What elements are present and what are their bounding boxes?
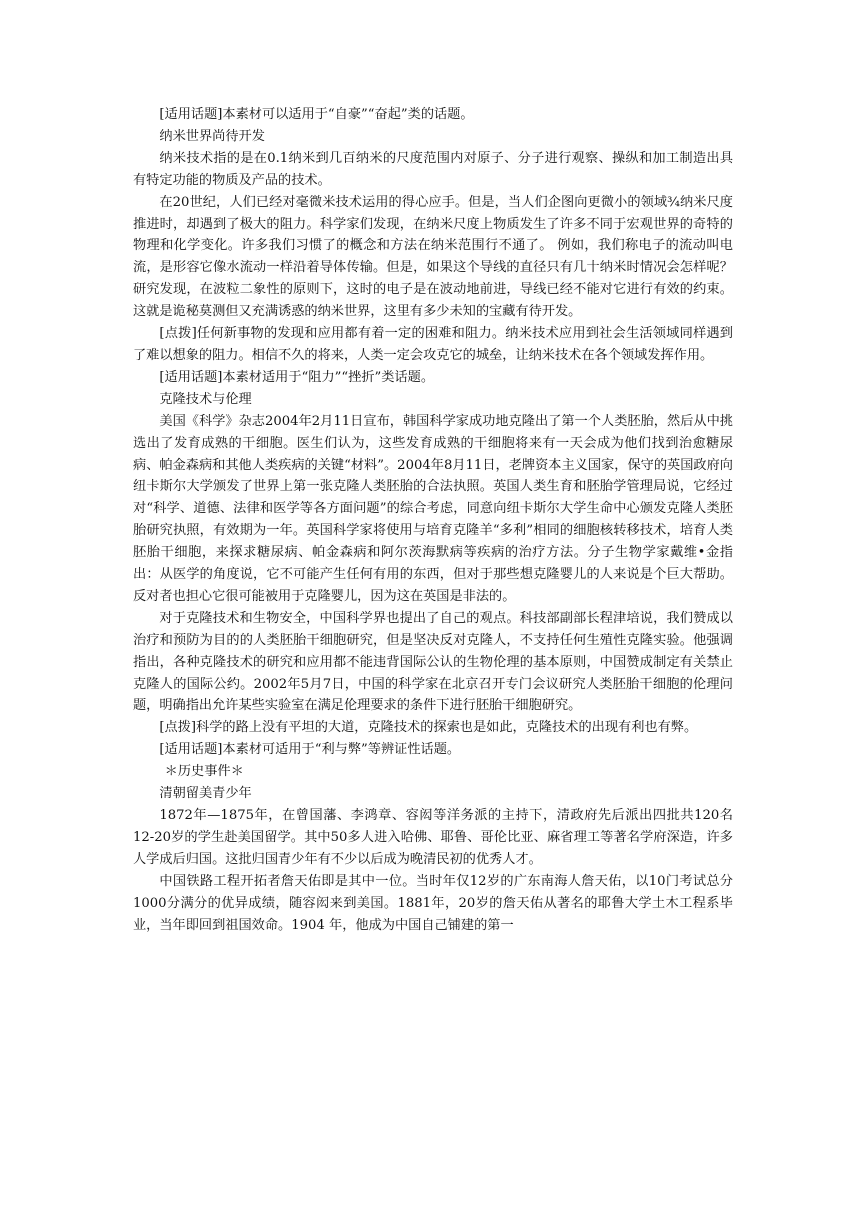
section-title: 克隆技术与伦理 (159, 391, 252, 407)
section-title: 清朝留美青少年 (159, 786, 252, 802)
document-body (133, 104, 733, 936)
paragraph: 在20世纪，人们已经对毫微米技术运用的得心应手。但是，当人们企图向更微小的领域¾纳米尺度推进时，却遇到了极大的阻力。科学家们发现，在纳米尺度上物质发生了许多不同于宏观世界的奇特的物理和化学变化。许多我们习惯了的概念和方法在纳米范围行不通了。 例如，我们称电子的流动叫电流，是形容它像水流动一样沿着导体传输。但是，如果这个导线的直径只有几十纳米时情况会怎样呢？研究发现，在波粒二象性的原则下，这时的电子是在波动地前进，导线已经不能对它进行有效的约束。这就是诡秘莫测但又充满诱惑的纳米世界，这里有多少未知的宝藏有待开发。 (133, 194, 733, 320)
topic-line: [适用话题]本素材适用于“阻力”“挫折”类话题。 (159, 369, 435, 385)
topic-line: [适用话题]本素材可以适用于“自豪”“奋起”类的话题。 (159, 107, 474, 122)
paragraph: 纳米技术指的是在0.1纳米到几百纳米的尺度范围内对原子、分子进行观察、操纵和加工制造出具有特定功能的物质及产品的技术。 (133, 150, 733, 188)
topic-line: [适用话题]本素材可适用于“利与弊”等辨证性话题。 (159, 742, 461, 758)
category-heading: ＊历史事件＊ (164, 764, 244, 780)
section-title: 纳米世界尚待开发 (159, 128, 265, 144)
paragraph: 1872年—1875年，在曾国藩、李鸿章、容闳等洋务派的主持下，清政府先后派出四批共120名12-20岁的学生赴美国留学。其中50多人进入哈佛、耶鲁、哥伦比亚、麻省理工等著名学府深造，许多人学成后归国。这批归国青少年有不少以后成为晚清民初的优秀人才。 (133, 808, 733, 867)
paragraph: [点拨]科学的路上没有平坦的大道，克隆技术的探索也是如此，克隆技术的出现有利也有弊。 (159, 720, 698, 736)
paragraph: 美国《科学》杂志2004年2月11日宣布，韩国科学家成功地克隆出了第一个人类胚胎，然后从中挑选出了发育成熟的干细胞。医生们认为，这些发育成熟的干细胞将来有一天会成为他们找到治愈糖尿病、帕金森病和其他人类疾病的关键“材料”。2004年8月11日，老牌资本主义国家，保守的英国政府向纽卡斯尔大学颁发了世界上第一张克隆人类胚胎的合法执照。英国人类生育和胚胎学管理局说，它经过对“科学、道德、法律和医学等各方面问题”的综合考虑，同意向纽卡斯尔大学生命中心颁发克隆人类胚胎研究执照，有效期为一年。英国科学家将使用与培育克隆羊“多利”相同的细胞核转移技术，培育人类胚胎干细胞，来探求糖尿病、帕金森病和阿尔茨海默病等疾病的治疗方法。分子生物学家戴维•金指出：从医学的角度说，它不可能产生任何有用的东西，但对于那些想克隆婴儿的人来说是个巨大帮助。反对者也担心它很可能被用于克隆婴儿，因为这在英国是非法的。 (133, 413, 733, 604)
paragraph: [点拨]任何新事物的发现和应用都有着一定的困难和阻力。纳米技术应用到社会生活领域同样遇到了难以想象的阻力。相信不久的将来，人类一定会攻克它的城垒，让纳米技术在各个领域发挥作用。 (133, 326, 733, 363)
paragraph: 中国铁路工程开拓者詹天佑即是其中一位。当时年仅12岁的广东南海人詹天佑，以10门考试总分1000分满分的优异成绩，随容闳来到美国。1881年，20岁的詹天佑从著名的耶鲁大学土木工程系毕业，当年即回到祖国效命。1904 年，他成为中国自己铺建的第一 (133, 873, 733, 933)
paragraph: 对于克隆技术和生物安全，中国科学界也提出了自己的观点。科技部副部长程津培说，我们赞成以治疗和预防为目的的人类胚胎干细胞研究，但是坚决反对克隆人，不支持任何生殖性克隆实验。他强调指出，各种克隆技术的研究和应用都不能违背国际公认的生物伦理的基本原则，中国赞成制定有关禁止克隆人的国际公约。2002年5月7日，中国的科学家在北京召开专门会议研究人类胚胎干细胞的伦理问题，明确指出允许某些实验室在满足伦理要求的条件下进行胚胎干细胞研究。 (133, 610, 733, 714)
